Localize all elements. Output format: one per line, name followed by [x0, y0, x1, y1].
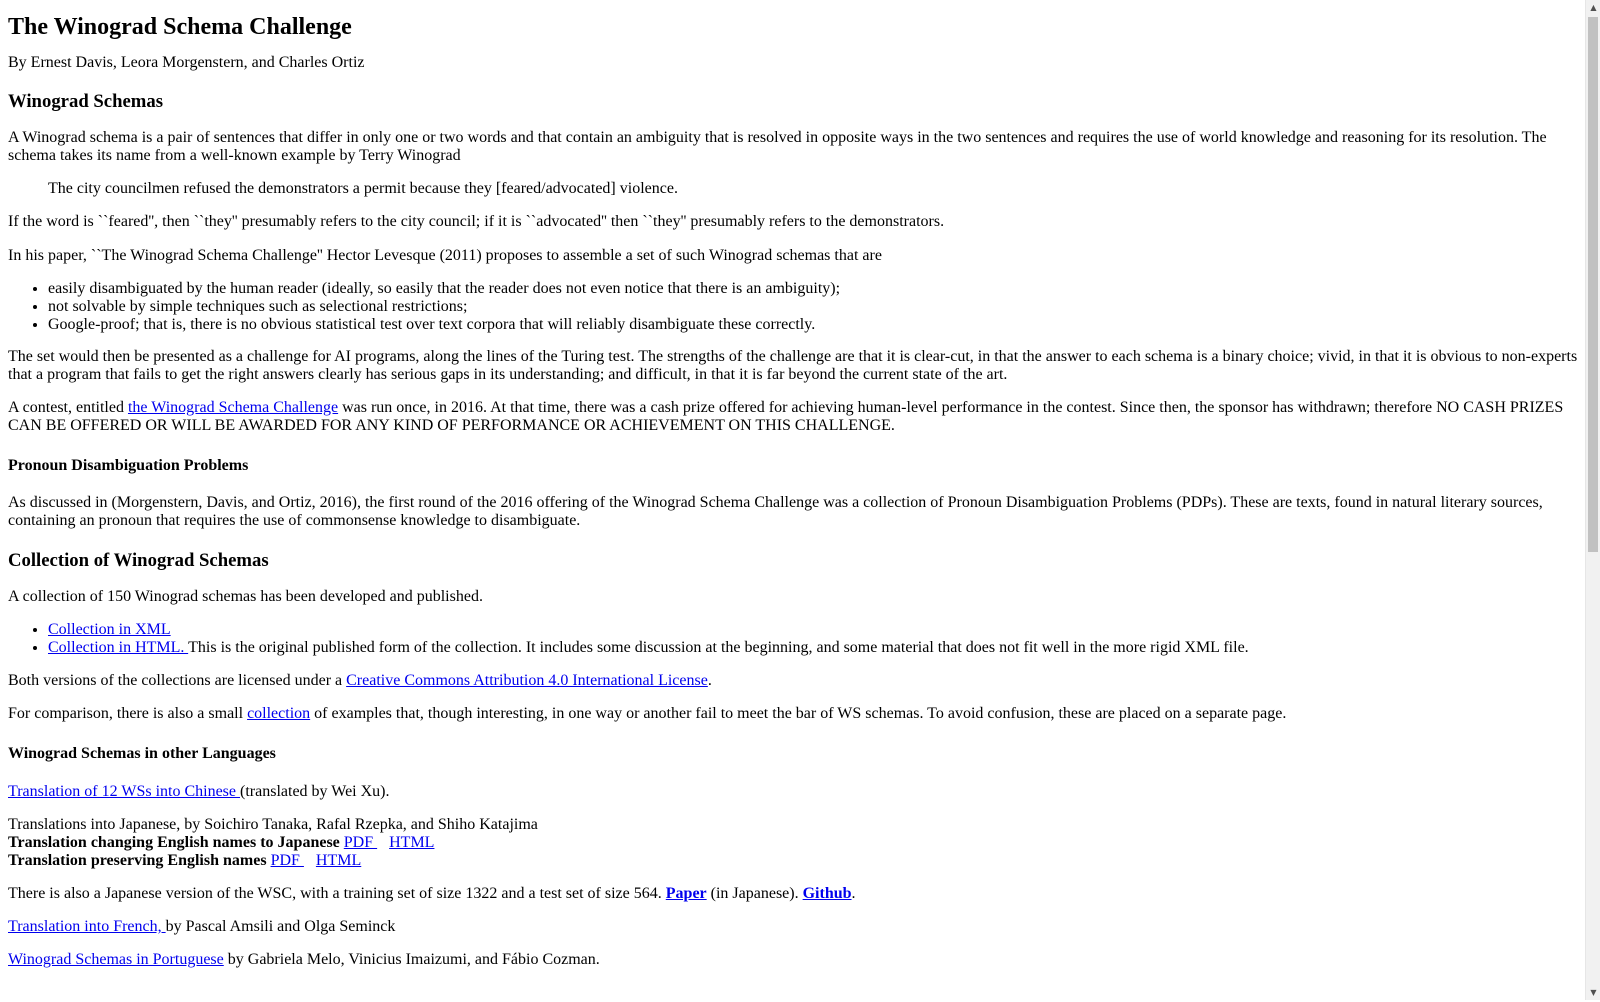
heading-winograd-schemas: Winograd Schemas	[8, 91, 164, 112]
chinese-translation-link[interactable]: Translation of 12 WSs into Chinese	[8, 783, 241, 800]
jp2-pdf-link[interactable]: PDF	[270, 852, 304, 869]
paragraph-explanation: If the word is ``feared'', then ``they'' presumably refers to the city council; if it is ``advocated'' then ``they'' presumably refers to the demonstrators.	[8, 213, 945, 230]
collection-list	[8, 621, 1600, 657]
scrollbar-thumb[interactable]	[1588, 17, 1598, 552]
scroll-down-arrow-icon[interactable]: ▼	[1590, 987, 1597, 997]
collection-html-link[interactable]: Collection in HTML.	[48, 639, 189, 656]
license-link[interactable]: Creative Commons Attribution 4.0 International License	[346, 672, 708, 689]
paragraph-french: Translation into French, by Pascal Amsili and Olga Seminck	[8, 918, 396, 935]
japanese-row-1: Translation changing English names to Japanese PDF HTML	[8, 834, 435, 851]
list-item: • easily disambiguated by the human reader (ideally, so easily that the reader does not even notice that there is an ambiguity);	[48, 280, 1600, 298]
collection-xml-link[interactable]: Collection in XML	[48, 621, 171, 638]
jp2-html-link[interactable]: HTML	[315, 852, 362, 869]
french-translation-link[interactable]: Translation into French,	[8, 918, 166, 935]
vertical-scrollbar[interactable]	[1585, 0, 1600, 1000]
heading-collection: Collection of Winograd Schemas	[8, 550, 269, 571]
paragraph-levesque: In his paper, ``The Winograd Schema Challenge'' Hector Levesque (2011) proposes to assemble a set of such Winograd schemas that are	[8, 247, 882, 264]
paragraph-collection-intro: A collection of 150 Winograd schemas has been developed and published.	[8, 588, 483, 605]
list-item: • not solvable by simple techniques such as selectional restrictions;	[48, 298, 1600, 316]
japanese-translations	[8, 816, 1578, 870]
paragraph-comparison: For comparison, there is also a small collection of examples that, though interesting, in one way or another fail to meet the bar of WS schemas. To avoid confusion, these are placed on a separate page.	[8, 705, 1287, 722]
comparison-collection-link[interactable]: collection	[247, 705, 311, 722]
japanese-intro: Translations into Japanese, by Soichiro Tanaka, Rafal Rzepka, and Shiho Katajima	[8, 816, 538, 833]
list-item	[48, 621, 1600, 639]
winograd-challenge-link[interactable]: the Winograd Schema Challenge	[127, 399, 339, 416]
paragraph-portuguese: Winograd Schemas in Portuguese by Gabriela Melo, Vinicius Imaizumi, and Fábio Cozman.	[8, 951, 600, 968]
paragraph-chinese: Translation of 12 WSs into Chinese (translated by Wei Xu).	[8, 783, 390, 800]
japanese-row-2: Translation preserving English names PDF HTML	[8, 852, 362, 869]
paragraph-pdp: As discussed in (Morgenstern, Davis, and Ortiz, 2016), the first round of the 2016 offering of the Winograd Schema Challenge was a collection of Pronoun Disambiguation Problems (PDPs). These are texts, found in natural literary sources, containing an pronoun that requires the use of commonsense knowledge to disambiguate.	[8, 494, 1543, 529]
portuguese-link[interactable]: Winograd Schemas in Portuguese	[8, 951, 224, 968]
scroll-up-arrow-icon[interactable]: ▲	[1590, 2, 1597, 12]
authors: By Ernest Davis, Leora Morgenstern, and Charles Ortiz	[8, 54, 365, 71]
list-item: • Collection in HTML. This is the original published form of the collection. It includes some discussion at the beginning, and some material that does not fit well in the more rigid XML file.	[48, 639, 1600, 657]
paragraph-challenge: The set would then be presented as a challenge for AI programs, along the lines of the Turing test. The strengths of the challenge are that it is clear-cut, in that the answer to each schema is a binary choice; vivid, in that it is obvious to non-experts that a program that fails to get the right answers clearly has serious gaps in its understanding; and difficult, in that it is far beyond the current state of the art.	[8, 348, 1578, 383]
page-title: The Winograd Schema Challenge	[8, 14, 352, 40]
jp1-html-link[interactable]: HTML	[389, 834, 435, 851]
paragraph-japanese-wsc: There is also a Japanese version of the WSC, with a training set of size 1322 and a test set of size 564. Paper (in Japanese). Github.	[8, 885, 856, 902]
heading-pdp: Pronoun Disambiguation Problems	[8, 457, 249, 474]
github-link[interactable]: Github	[802, 885, 852, 902]
example-quote: The city councilmen refused the demonstrators a permit because they [feared/advocated] violence.	[48, 180, 678, 197]
jp1-pdf-link[interactable]: PDF	[343, 834, 378, 851]
paragraph-definition: A Winograd schema is a pair of sentences that differ in only one or two words and that contain an ambiguity that is resolved in opposite ways in the two sentences and requires the use of world knowledge and reasoning for its resolution. The schema takes its name from a well-known example by Terry Winograd	[8, 129, 1547, 164]
paper-link[interactable]: Paper	[665, 885, 707, 902]
heading-other-languages: Winograd Schemas in other Languages	[8, 745, 276, 762]
paragraph-license: Both versions of the collections are licensed under a Creative Commons Attribution 4.0 International License.	[8, 672, 712, 689]
criteria-list	[8, 280, 1600, 334]
paragraph-contest: A contest, entitled the Winograd Schema Challenge was run once, in 2016. At that time, there was a cash prize offered for achieving human-level performance in the contest. Since then, the sponsor has withdrawn; therefore NO CASH PRIZES CAN BE OFFERED OR WILL BE AWARDED FOR ANY KIND OF PERFORMANCE OR ACHIEVEMENT ON THIS CHALLENGE.	[8, 399, 1564, 434]
list-item: • Google-proof; that is, there is no obvious statistical test over text corpora that will reliably disambiguate these correctly.	[48, 316, 1600, 334]
